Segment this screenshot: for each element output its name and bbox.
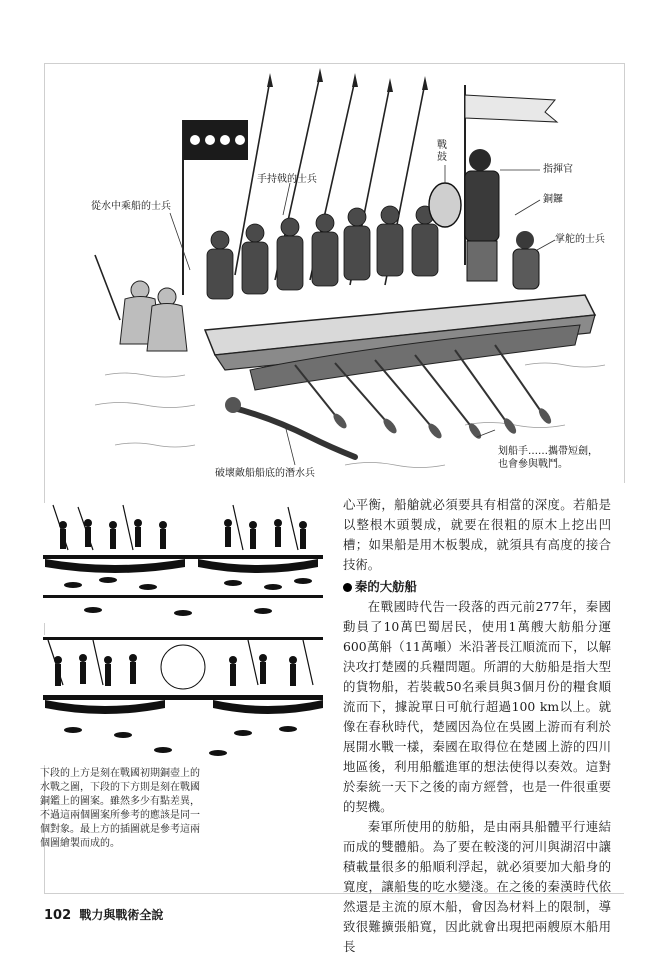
label-halberd-soldiers: 手持戟的士兵	[257, 174, 317, 185]
body-paragraph-2: 在戰國時代告一段落的西元前277年，秦國動員了10萬巴蜀居民，使用1萬艘大舫船分運600萬斛（11萬噸）米沿著長江順流而下，以解決攻打楚國的兵糧問題。所謂的大舫船是指大型的貨物船，若裝載50名乘員與3個月份的糧食順流而下，據說單日可航行超過100 km以上。就像在春秋時代，楚國因為位在吳國上游而有利於展開水戰一樣，秦國在取得位在楚國上游的四川地區後，利用船艦進軍的想法使得以奏效。這對於秦統一天下之後的南方經營，也是一件很重要的契機。	[343, 599, 611, 814]
page-footer	[44, 906, 163, 923]
body-text-column	[343, 495, 611, 957]
caption-line: 個圖繪製而成的。	[40, 838, 120, 849]
section-heading-text: 秦的大舫船	[355, 579, 417, 594]
warship-illustration	[85, 65, 625, 495]
label-soldiers-from-water: 從水中乘船的士兵	[91, 201, 171, 212]
label-commander: 指揮官	[543, 164, 573, 175]
book-title: 戰力與戰術全說	[79, 908, 164, 922]
page-number: 102	[44, 908, 72, 923]
label-rowers: 划船手……攜帶短劍， 也會參與戰鬥。	[498, 446, 598, 470]
body-paragraph-3: 秦軍所使用的舫船，是由兩具船體平行連結而成的雙體船。為了要在較淺的河川與湖沼中讓積載量很多的船順利浮起，就必須要加大船身的寬度，讓船隻的吃水變淺。在之後的秦漢時代依然還是主流的原木船，會因為材料上的限制，導致很難擴張船寬，因此就會出現把兩艘原木船用長	[343, 819, 611, 954]
body-paragraph-1: 心平衡，船艙就必須要具有相當的深度。若船是以整根木頭製成，就要在很粗的原木上挖出凹槽；如果船是用木板製成，就須具有高度的接合技術。	[343, 497, 611, 572]
caption-line: 水戰之圖，下段的下方則是刻在戰國	[40, 782, 200, 793]
bullet-dot-icon	[343, 583, 352, 592]
label-war-drum: 戰鼓	[437, 140, 447, 163]
caption-line: 下段的上方是刻在戰國初期銅壺上的	[40, 768, 200, 779]
caption-line: 個對象。最上方的插圖就是參考這兩	[40, 824, 200, 835]
label-diver: 破壞敵船船底的潛水兵	[215, 468, 315, 479]
bronze-relief-drawing	[33, 495, 331, 787]
label-bronze-gong: 銅鑼	[543, 194, 563, 205]
caption-line: 銅鑑上的圖案。雖然多少有點差異，	[40, 796, 200, 807]
section-heading	[343, 577, 611, 597]
frame-top-line	[44, 63, 624, 64]
warship-drawing	[85, 65, 625, 495]
caption-line: 不過這兩個圖案所參考的應該是同一	[40, 810, 200, 821]
relief-caption	[40, 767, 330, 851]
label-helmsman: 掌舵的士兵	[555, 234, 605, 245]
bronze-relief-images	[33, 495, 331, 787]
